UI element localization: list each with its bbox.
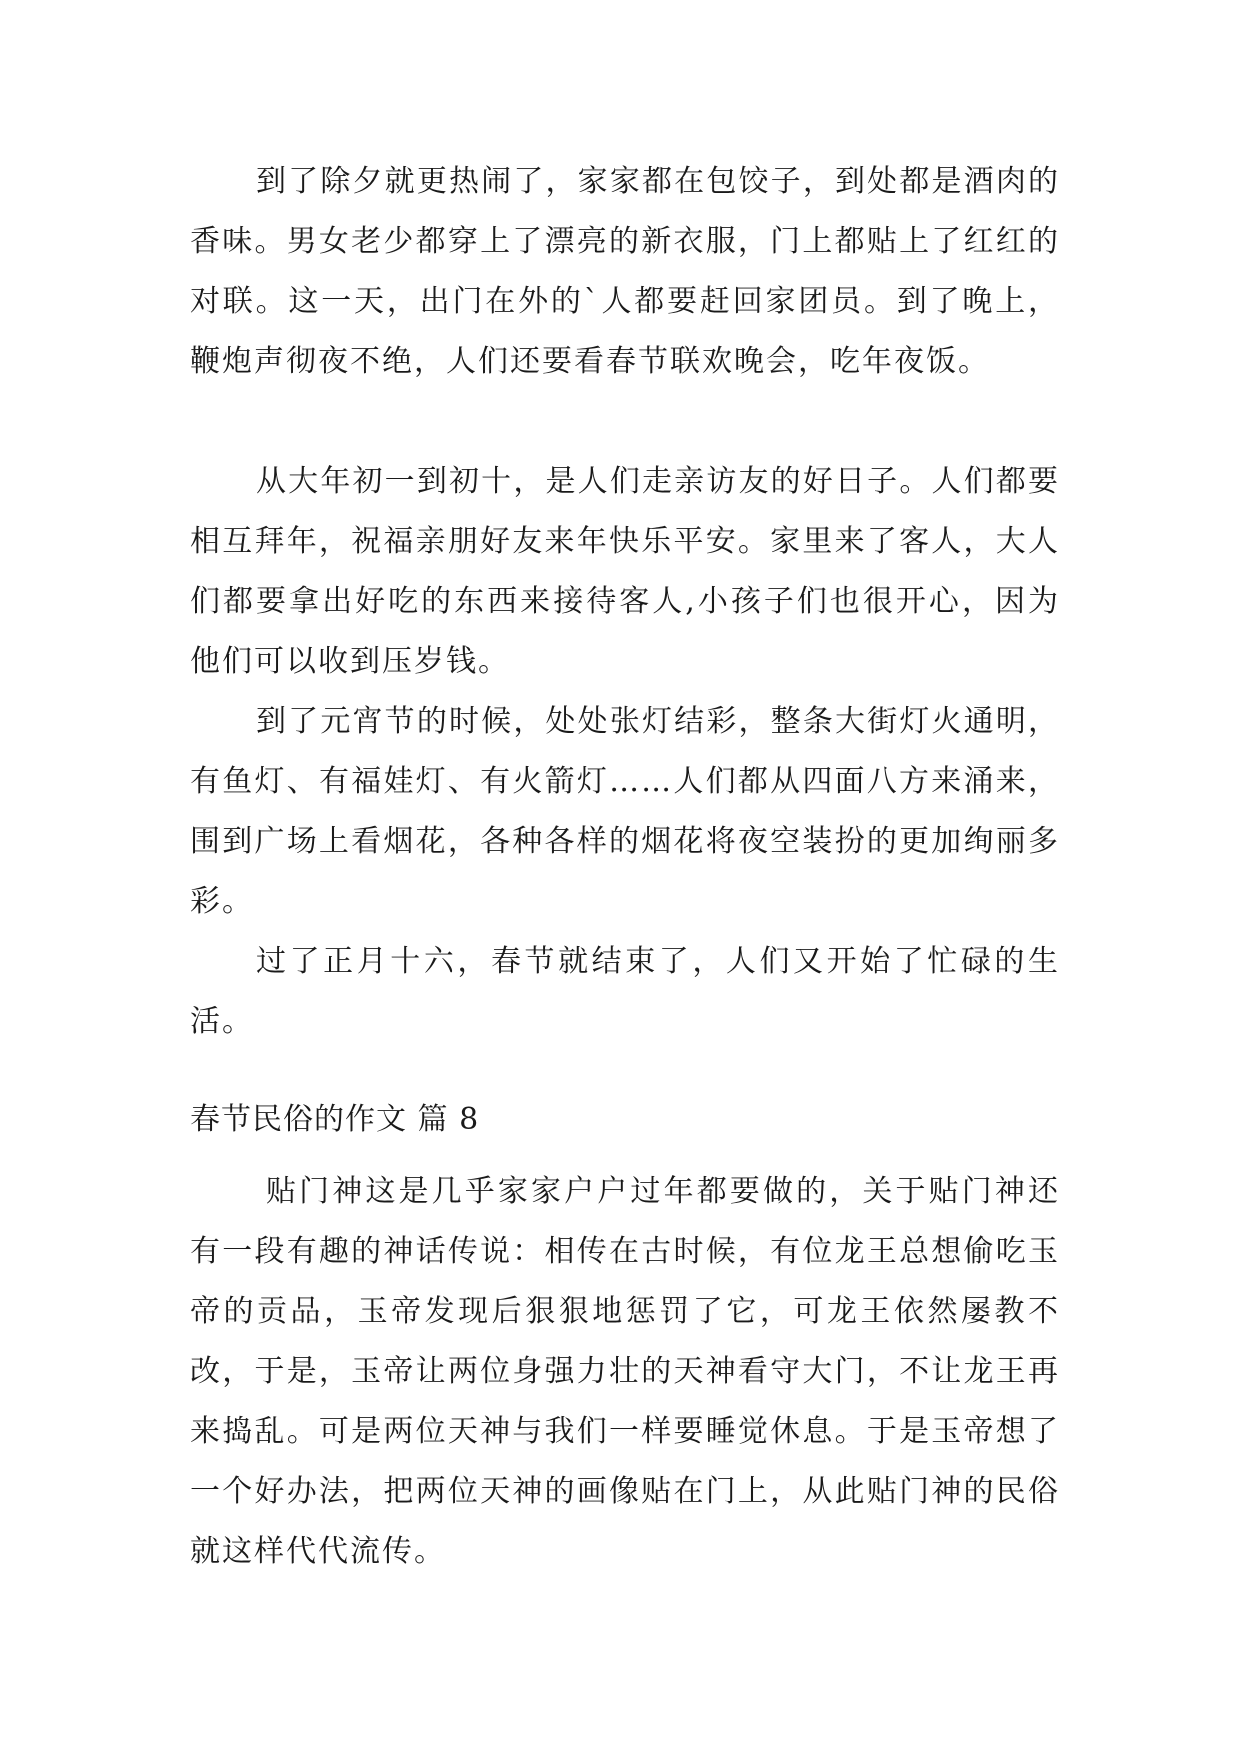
paragraph-new-year-visits: 从大年初一到初十，是人们走亲访友的好日子。人们都要相互拜年，祝福亲朋好友来年快乐平安。家里来了客人，大人们都要拿出好吃的东西来接待客人,小孩子们也很开心，因为他们可以收到压岁钱。 <box>190 464 1060 679</box>
paragraph-new-years-eve: 到了除夕就更热闹了，家家都在包饺子，到处都是酒肉的香味。男女老少都穿上了漂亮的新衣服，门上都贴上了红红的对联。这一天，出门在外的`人都要赶回家团员。到了晚上，鞭炮声彻夜不绝，人们还要看春节联欢晚会，吃年夜饭。 <box>190 164 1060 379</box>
paragraph-door-gods: 贴门神这是几乎家家户户过年都要做的，关于贴门神还有一段有趣的神话传说：相传在古时候，有位龙王总想偷吃玉帝的贡品，玉帝发现后狠狠地惩罚了它，可龙王依然屡教不改，于是，玉帝让两位身强力壮的天神看守大门，不让龙王再来捣乱。可是两位天神与我们一样要睡觉休息。于是玉帝想了一个好办法，把两位天神的画像贴在门上，从此贴门神的民俗就这样代代流传。 <box>190 1174 1060 1569</box>
paragraph-lantern-festival: 到了元宵节的时候，处处张灯结彩，整条大街灯火通明，有鱼灯、有福娃灯、有火箭灯……人们都从四面八方来涌来，围到广场上看烟花，各种各样的烟花将夜空装扮的更加绚丽多彩。 <box>190 704 1060 919</box>
section-heading: 春节民俗的作文 篇 8 <box>190 1102 480 1137</box>
paragraph-festival-end: 过了正月十六，春节就结束了，人们又开始了忙碌的生活。 <box>190 944 1060 1039</box>
